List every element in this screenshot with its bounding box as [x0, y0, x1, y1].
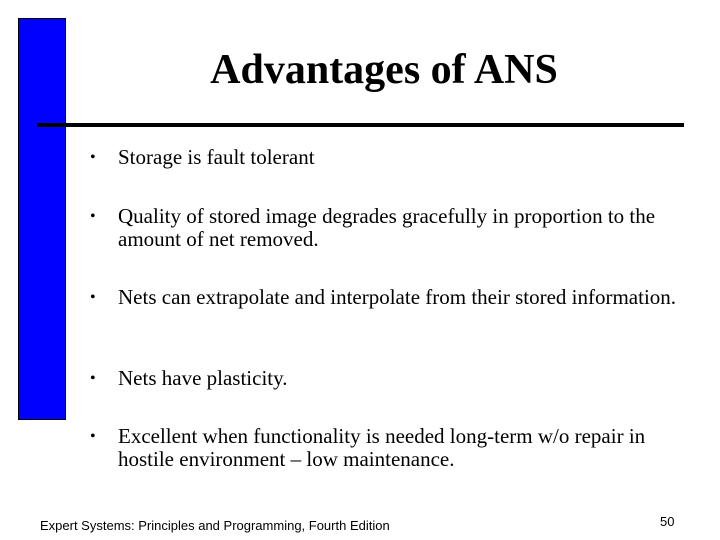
bullet-item	[90, 205, 690, 251]
bullet-marker: •	[90, 208, 96, 225]
page-number: 50	[660, 514, 675, 529]
bullet-text: Nets can extrapolate and interpolate from their stored information.	[118, 285, 677, 309]
slide-title: Advantages of ANS	[210, 47, 558, 93]
bullet-item	[90, 146, 690, 169]
bullet-text: Storage is fault tolerant	[118, 145, 315, 169]
bullet-marker: •	[90, 428, 96, 445]
bullet-marker: •	[90, 289, 96, 306]
bullet-text: Quality of stored image degrades gracefully in proportion to the amount of net removed.	[118, 204, 656, 251]
bullet-text: Nets have plasticity.	[118, 366, 288, 390]
bullet-item	[90, 286, 690, 309]
bullet-item	[90, 425, 690, 471]
bullet-item	[90, 367, 690, 390]
bullet-marker: •	[90, 149, 96, 166]
slide-footer: Expert Systems: Principles and Programming, Fourth Edition	[40, 518, 390, 533]
bullet-marker: •	[90, 370, 96, 387]
bullet-text: Excellent when functionality is needed long-term w/o repair in hostile environment – low maintenance.	[118, 424, 646, 471]
